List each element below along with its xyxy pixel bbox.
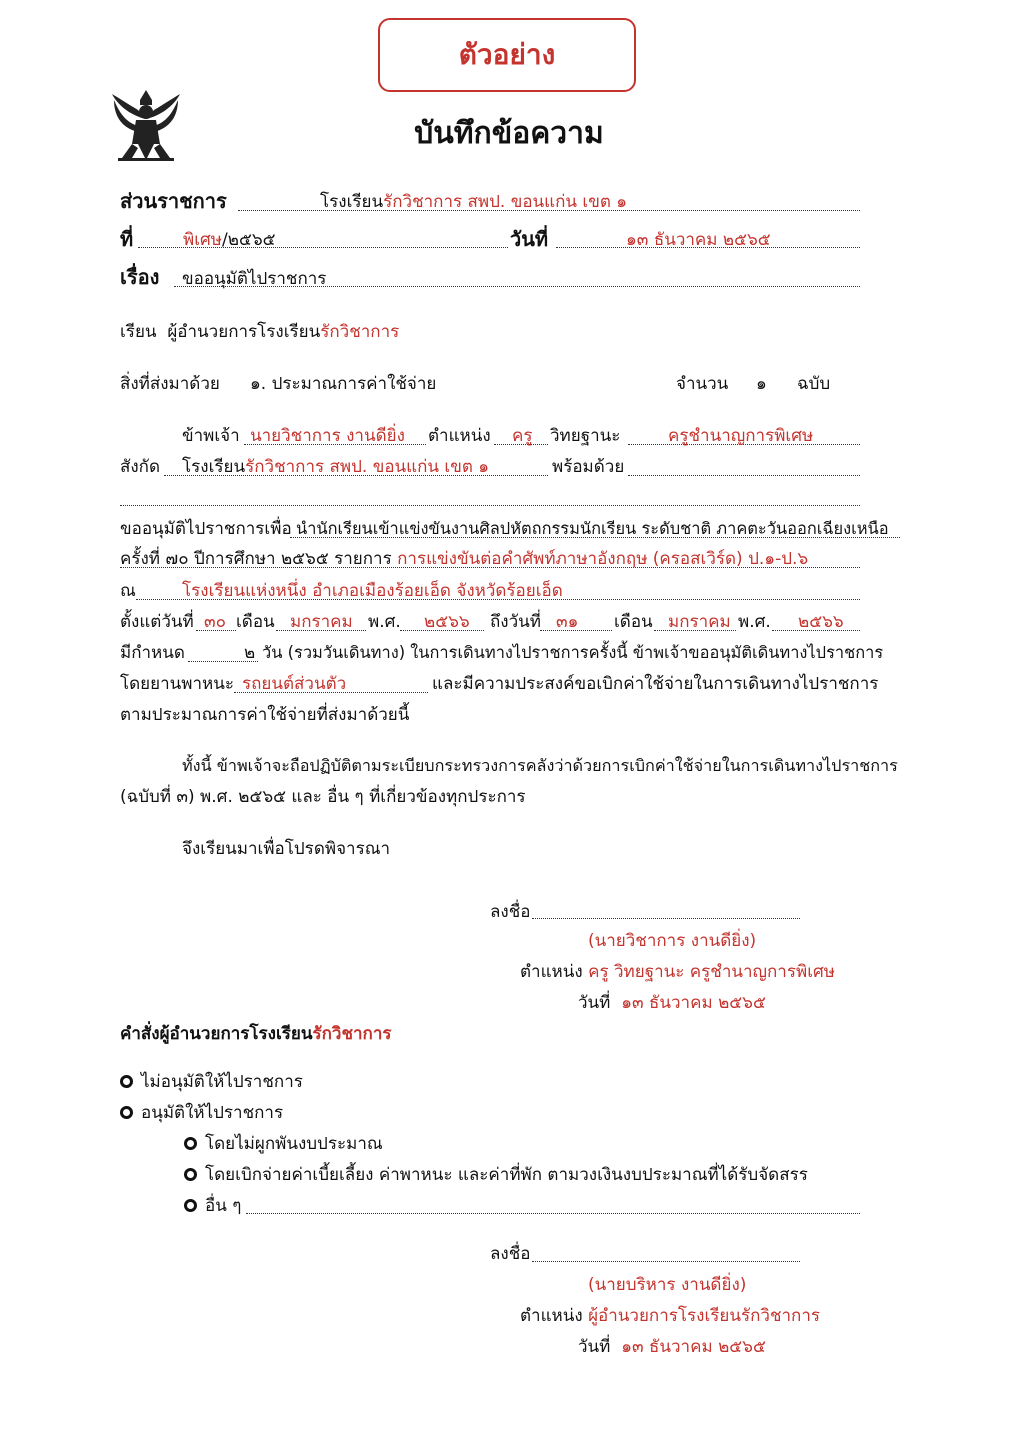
vehicle-label: โดยยานพาหนะ [120,674,234,694]
date-label: วันที่ [510,227,549,251]
agency-prefix: โรงเรียน [320,192,384,212]
signer1-position-label: ตำแหน่ง [520,962,583,982]
option-approve-label: อนุมัติให้ไปราชการ [141,1103,284,1123]
signer1-name: (นายวิชาการ งานดียิ่ง) [588,931,757,951]
expense-text: และมีความประสงค์ขอเบิกค่าใช้จ่ายในการเดินทางไปราชการ [432,674,879,694]
option-reject[interactable] [120,1071,303,1093]
to-label: ถึงวันที่ [490,612,541,632]
attachments-qty-label: จำนวน [676,374,729,394]
purpose-label: ขออนุมัติไปราชการเพื่อ [120,519,292,539]
affiliation-value: รักวิชาการ สพป. ขอนแก่น เขต ๑ [245,457,490,477]
order-title [120,1023,392,1045]
applicant-name-field[interactable]: นายวิชาการ งานดียิ่ง [250,426,405,446]
attachment-item: ๑. ประมาณการค่าใช้จ่าย [250,374,437,394]
option-no-budget[interactable] [184,1133,383,1155]
applicant-position-field[interactable]: ครู [512,426,533,446]
ref-field[interactable] [183,229,275,251]
radio-reject-icon[interactable] [120,1075,133,1088]
date-field[interactable]: ๑๓ ธันวาคม ๒๕๖๕ [626,230,771,250]
radio-other-icon[interactable] [184,1199,197,1212]
agency-value: รักวิชาการ สพป. ขอนแก่น เขต ๑ [383,192,628,212]
salutation-text: ผู้อำนวยการโรงเรียน [167,322,321,342]
to-month-label: เดือน [614,612,653,632]
signer2-position [520,1305,820,1327]
attachments-unit: ฉบับ [797,374,831,394]
to-day-field[interactable]: ๓๑ [556,612,579,632]
affiliation-prefix: โรงเรียน [182,457,246,477]
signer2-signature-line[interactable] [532,1261,800,1262]
option-approve[interactable] [120,1102,283,1124]
ref-suffix: /๒๕๖๕ [222,230,276,250]
from-year-label: พ.ศ. [368,612,401,632]
option-other-label: อื่น ๆ [205,1196,242,1216]
signer1-position [520,961,835,983]
radio-reimburse-icon[interactable] [184,1168,197,1181]
salutation-label: เรียน [120,322,157,342]
duration-days-field[interactable]: ๒ [244,643,256,663]
stamp-label: ตัวอย่าง [458,38,556,71]
agency-label: ส่วนราชการ [120,189,227,213]
from-month-field[interactable]: มกราคม [290,612,353,632]
affiliation-field[interactable] [182,456,489,478]
radio-no-budget-icon[interactable] [184,1137,197,1150]
signer1-signature-line[interactable] [532,918,800,919]
signer1-date-value: ๑๓ ธันวาคม ๒๕๖๕ [621,993,766,1013]
order-title-text: คำสั่งผู้อำนวยการโรงเรียน [120,1024,313,1044]
signer2-position-value: ผู้อำนวยการโรงเรียนรักวิชาการ [588,1306,821,1326]
compliance-line-2: (ฉบับที่ ๓) พ.ศ. ๒๕๖๕ และ อื่น ๆ ที่เกี่ยวข้องทุกประการ [120,787,526,807]
agency-field[interactable] [320,191,627,213]
companion-line[interactable] [120,505,860,506]
place-label: ณ [120,581,136,601]
subject-field[interactable]: ขออนุมัติไปราชการ [182,269,327,289]
attachments-qty: ๑ [756,374,767,394]
duration-text: วัน (รวมวันเดินทาง) ในการเดินทางไปราชการครั้งนี้ ข้าพเจ้าขออนุมัติเดินทางไปราชการ [262,643,884,662]
option-reject-label: ไม่อนุมัติให้ไปราชการ [141,1072,303,1092]
option-no-budget-label: โดยไม่ผูกพันงบประมาณ [205,1134,383,1154]
estimate-text: ตามประมาณการค่าใช้จ่ายที่ส่งมาด้วยนี้ [120,705,410,725]
signer1-sign-label: ลงชื่อ [490,902,531,922]
applicant-label: ข้าพเจ้า [182,426,240,446]
applicant-rank-label: วิทยฐานะ [550,426,621,446]
document-title: บันทึกข้อความ [414,116,604,151]
salutation [120,321,399,343]
signer1-date-label: วันที่ [578,993,611,1013]
subject-label: เรื่อง [120,265,160,289]
with-label: พร้อมด้วย [552,457,625,477]
from-year-field[interactable]: ๒๕๖๖ [424,612,470,632]
signer2-date-label: วันที่ [578,1337,611,1357]
applicant-rank-field[interactable]: ครูชำนาญการพิเศษ [668,426,814,446]
option-reimburse[interactable] [184,1164,808,1186]
to-year-label: พ.ศ. [738,612,771,632]
purpose-field-2[interactable] [120,548,808,570]
signer2-name: (นายบริหาร งานดียิ่ง) [588,1275,747,1295]
option-other[interactable] [184,1195,241,1217]
sample-stamp [378,18,636,92]
salutation-school: รักวิชาการ [320,322,400,342]
to-month-field[interactable]: มกราคม [668,612,731,632]
compliance-line-1: ทั้งนี้ ข้าพเจ้าจะถือปฏิบัติตามระเบียบกระทรวงการคลังว่าด้วยการเบิกค่าใช้จ่ายในการเดินทางไปราชการ [182,756,898,775]
duration-label: มีกำหนด [120,643,185,663]
applicant-position-label: ตำแหน่ง [428,426,491,446]
affiliation-label: สังกัด [120,457,161,477]
ref-value: พิเศษ [183,230,223,250]
purpose-activity: ครั้งที่ ๗๐ ปีการศึกษา ๒๕๖๕ รายการ [120,549,392,569]
option-reimburse-label: โดยเบิกจ่ายค่าเบี้ยเลี้ยง ค่าพาหนะ และค่าที่พัก ตามวงเงินงบประมาณที่ได้รับจัดสรร [205,1165,808,1185]
radio-approve-icon[interactable] [120,1106,133,1119]
vehicle-field[interactable]: รถยนต์ส่วนตัว [242,674,347,694]
purpose-event: การแข่งขันต่อคำศัพท์ภาษาอังกฤษ (ครอสเวิร์ด) ป.๑-ป.๖ [397,549,809,569]
signer1-date [578,992,766,1014]
order-title-school: รักวิชาการ [312,1024,392,1044]
with-line [628,475,860,476]
signer1-position-value: ครู วิทยฐานะ ครูชำนาญการพิเศษ [588,962,836,982]
to-year-field[interactable]: ๒๕๖๖ [798,612,844,632]
other-detail-line[interactable] [246,1213,860,1214]
signer2-position-label: ตำแหน่ง [520,1306,583,1326]
from-month-label: เดือน [236,612,275,632]
place-field[interactable]: โรงเรียนแห่งหนึ่ง อำเภอเมืองร้อยเอ็ด จังหวัดร้อยเอ็ด [182,581,563,601]
ref-label: ที่ [120,227,134,251]
signer2-date [578,1336,766,1358]
signer2-date-value: ๑๓ ธันวาคม ๒๕๖๕ [621,1337,766,1357]
signer2-sign-label: ลงชื่อ [490,1244,531,1264]
attachments-label: สิ่งที่ส่งมาด้วย [120,374,220,394]
from-label: ตั้งแต่วันที่ [120,612,194,632]
closing-text: จึงเรียนมาเพื่อโปรดพิจารณา [182,839,391,859]
from-day-field[interactable]: ๓๐ [204,612,226,632]
purpose-field-1[interactable]: นำนักเรียนเข้าแข่งขันงานศิลปหัตถกรรมนักเรียน ระดับชาติ ภาคตะวันออกเฉียงเหนือ [296,519,889,538]
